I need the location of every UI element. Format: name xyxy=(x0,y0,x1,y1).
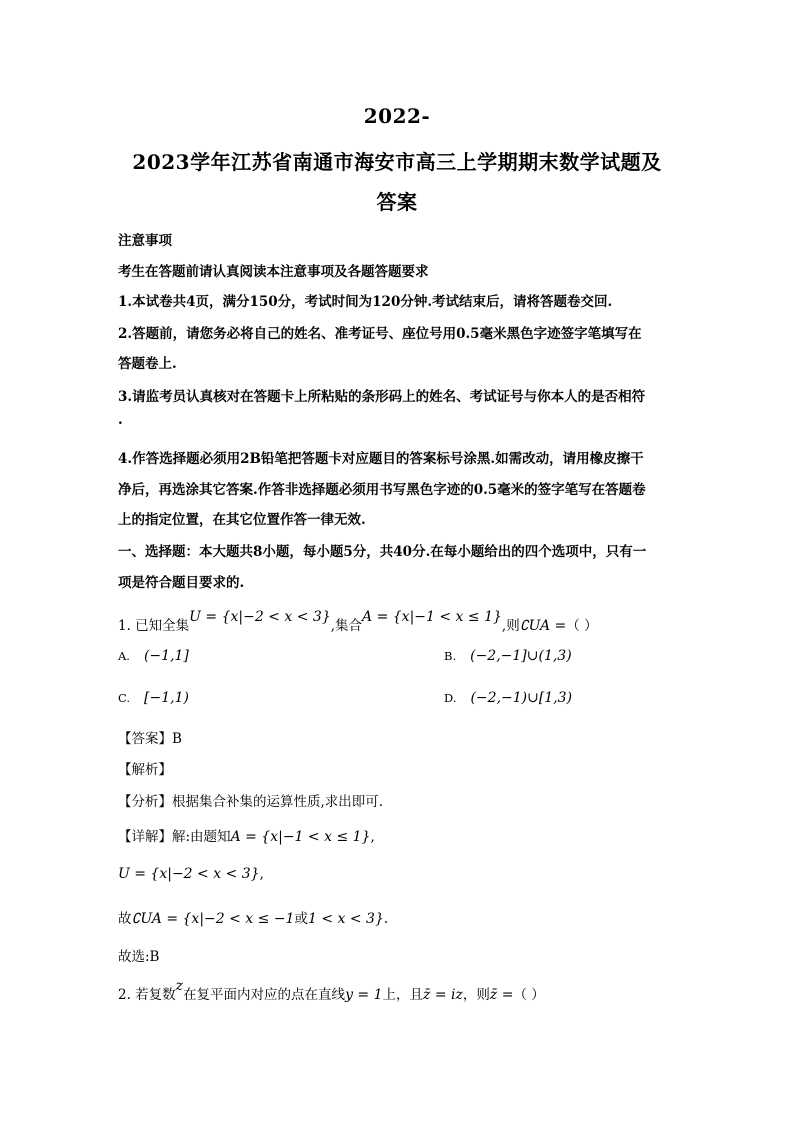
q2-mid2: 上，且 xyxy=(382,987,424,1003)
q1-result-a: ∁UA = {x|−2 < x ≤ −1 xyxy=(131,911,295,927)
q2-condition: z̄ = iz xyxy=(423,987,463,1003)
q1-option-c-value: [−1,1) xyxy=(144,690,189,706)
q1-answer xyxy=(118,727,182,747)
q1-option-b xyxy=(444,648,572,664)
question-2-stem xyxy=(118,978,545,1003)
notice-item-2b: 答题卷上. xyxy=(118,356,177,372)
q1-option-d-value: (−2,−1)∪[1,3) xyxy=(470,690,573,706)
q2-z: z xyxy=(175,978,184,994)
q2-paren: （ ） xyxy=(513,987,545,1003)
q2-mid3: ，则 xyxy=(462,987,490,1003)
q1-u-line-set: U = {x|−2 < x < 3} xyxy=(118,866,260,882)
notice-item-3b: . xyxy=(118,412,123,428)
q1-set-a: A = {x|−1 < x ≤ 1} xyxy=(362,609,502,625)
q1-xiangjie-tag: 【详解】 xyxy=(118,829,172,845)
q2-ask: z̄ = xyxy=(489,987,514,1003)
title-line-1: 2022- xyxy=(363,104,431,128)
notice-heading: 注意事项 xyxy=(118,233,172,249)
q1-prefix: 1. 已知全集 xyxy=(118,618,190,634)
q1-answer-tag: 【答案】 xyxy=(118,731,172,747)
question-1-stem xyxy=(118,609,598,634)
q1-result-or: 或 xyxy=(294,911,308,927)
q1-result-gu: 故 xyxy=(118,911,132,927)
q1-complement: ∁UA = xyxy=(519,618,567,634)
q1-option-a xyxy=(118,648,189,664)
q1-answer-value: B xyxy=(172,731,182,747)
section-1-line-a: 一、选择题：本大题共8小题，每小题5分，共40分.在每小题给出的四个选项中，只有一 xyxy=(118,544,647,560)
notice-item-4c: 上的指定位置，在其它位置作答一律无效. xyxy=(118,512,366,528)
q1-paren: （ ） xyxy=(566,618,598,634)
q1-choice: 故选:B xyxy=(118,949,160,965)
q1-result-b: 1 < x < 3} xyxy=(307,911,384,927)
q2-line-eq: y = 1 xyxy=(345,987,383,1003)
q1-universal-set: U = {x|−2 < x < 3} xyxy=(189,609,331,625)
q1-u-line-comma: , xyxy=(259,866,264,882)
q1-option-b-value: (−2,−1]∪(1,3) xyxy=(470,648,572,664)
q1-fenxi xyxy=(118,790,383,810)
notice-item-3a: 3.请监考员认真核对在答题卡上所粘贴的条形码上的姓名、考试证号与你本人的是否相符 xyxy=(118,389,646,405)
notice-item-4a: 4.作答选择题必须用2B铅笔把答题卡对应题目的答案标号涂黑.如需改动，请用橡皮擦干 xyxy=(118,451,644,467)
title-line-2: 2023学年江苏省南通市海安市高三上学期期末数学试题及 xyxy=(132,150,662,174)
q2-prefix: 2. 若复数 xyxy=(118,987,176,1003)
q1-then-text: ,则 xyxy=(501,618,520,634)
q2-mid1: 在复平面内对应的点在直线 xyxy=(183,987,346,1003)
title-line-3: 答案 xyxy=(376,190,418,214)
q1-option-d xyxy=(444,690,572,706)
q1-u-line xyxy=(118,866,264,882)
q1-option-c xyxy=(118,690,189,706)
q1-xiangjie xyxy=(118,825,375,845)
notice-intro: 考生在答题前请认真阅读本注意事项及各题答题要求 xyxy=(118,264,429,280)
q1-fenxi-tag: 【分析】 xyxy=(118,794,172,810)
q1-result xyxy=(118,907,388,927)
section-1-line-b: 项是符合题目要求的. xyxy=(118,575,245,591)
notice-item-4b: 净后，再选涂其它答案.作答非选择题必须用书写黑色字迹的0.5毫米的签字笔写在答题卷 xyxy=(118,482,646,498)
notice-item-1: 1.本试卷共4页，满分150分，考试时间为120分钟.考试结束后，请将答题卷交回. xyxy=(118,294,613,310)
q1-mid-text: ,集合 xyxy=(330,618,363,634)
q1-xiangjie-set-a: A = {x|−1 < x ≤ 1} xyxy=(230,829,371,845)
q1-option-c-label: C. xyxy=(118,691,131,705)
q1-xiangjie-comma: , xyxy=(370,829,375,845)
q1-option-a-value: (−1,1] xyxy=(143,648,189,664)
q1-fenxi-text: 根据集合补集的运算性质,求出即可. xyxy=(172,794,384,810)
q1-option-d-label: D. xyxy=(444,691,457,705)
q1-xiangjie-pre: 解:由题知 xyxy=(172,829,231,845)
q1-option-b-label: B. xyxy=(444,649,457,663)
q1-result-period: . xyxy=(383,911,389,927)
notice-item-2a: 2.答题前，请您务必将自己的姓名、准考证号、座位号用0.5毫米黑色字迹签字笔填写在 xyxy=(118,326,642,342)
q1-analysis-tag: 【解析】 xyxy=(118,762,172,778)
q1-option-a-label: A. xyxy=(118,649,130,663)
